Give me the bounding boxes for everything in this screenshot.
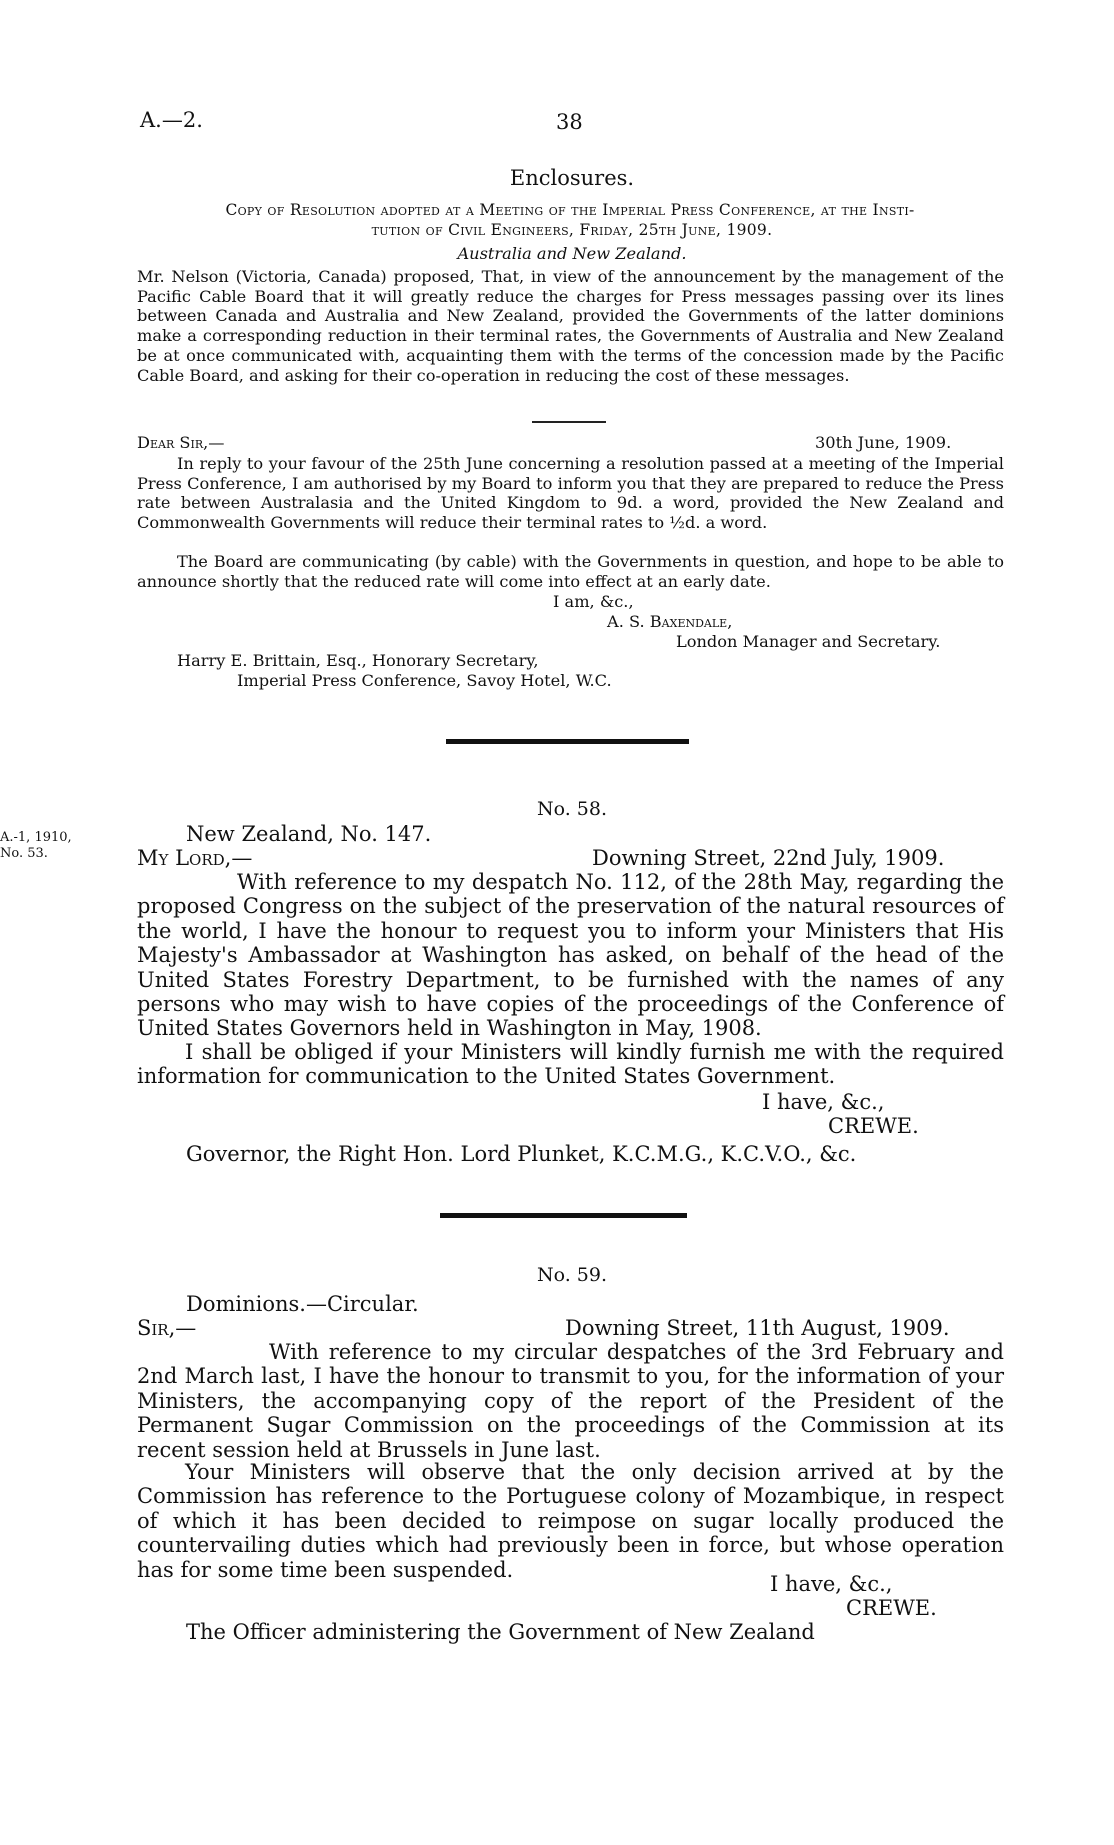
despatch-number-58: No. 58.	[536, 798, 608, 820]
despatch-59-paragraph-2: Your Ministers will observe that the only decision arrived at by the Commission has reference to the Portuguese colony of Mozambique, in respect of which it has been decided to reimpose on sugar locally produced the countervailing duties which had previously been in force, but whose operation has for some time been suspended.	[137, 1460, 1004, 1582]
letter-signatory: A. S. Baxendale,	[607, 612, 733, 631]
enclosures-heading: Enclosures.	[509, 166, 635, 190]
margin-reference-line1: A.-1, 1910,	[0, 830, 72, 845]
copy-title-line2: tution of Civil Engineers, Friday, 25th June, 1909.	[371, 221, 773, 239]
despatch-59-closing: I have, &c.,	[770, 1572, 893, 1596]
despatch-59-paragraph-1: With reference to my circular despatches of the 3rd February and 2nd March last, I have the honour to transmit to you, for the information of your Ministers, the accompanying copy of the report of the President of the Permanent Sugar Commission on the proceedings of the Commission at its recent session held at Brussels in June last.	[137, 1340, 1004, 1462]
despatch-58-salutation: My Lord,—	[137, 846, 253, 870]
divider	[532, 421, 606, 423]
letter-addressee-line1: Harry E. Brittain, Esq., Honorary Secretary,	[177, 651, 539, 670]
letter-addressee-line2: Imperial Press Conference, Savoy Hotel, W.C.	[237, 671, 612, 690]
despatch-59-addressee: The Officer administering the Government of New Zealand	[186, 1620, 815, 1644]
despatch-number-59: No. 59.	[536, 1264, 608, 1286]
despatch-59-signature: CREWE.	[846, 1596, 937, 1620]
letter-closing: I am, &c.,	[553, 592, 634, 611]
despatch-59-place-date: Downing Street, 11th August, 1909.	[565, 1316, 950, 1340]
page-reference: A.—2.	[140, 108, 203, 132]
letter-signatory-title: London Manager and Secretary.	[676, 632, 941, 651]
despatch-58-place-date: Downing Street, 22nd July, 1909.	[592, 846, 945, 870]
despatch-59-salutation: Sir,—	[137, 1316, 197, 1340]
letter-date: 30th June, 1909.	[815, 433, 952, 452]
despatch-58-paragraph-1: With reference to my despatch No. 112, of the 28th May, regarding the proposed Congress on the subject of the preservation of the natural resources of the world, I have the honour to request you to inform your Ministers that His Majesty's Ambassador at Washington has asked, on behalf of the head of the United States Forestry Department, to be furnished with the names of any persons who may wish to have copies of the proceedings of the Conference of United States Governors held in Washington in May, 1908.	[137, 870, 1004, 1041]
margin-reference-line2: No. 53.	[0, 846, 48, 861]
despatch-58-recipient: New Zealand, No. 147.	[186, 822, 432, 846]
page-number: 38	[556, 110, 583, 134]
resolution-text: Mr. Nelson (Victoria, Canada) proposed, That, in view of the announcement by the management of the Pacific Cable Board that it will greatly reduce the charges for Press messages passing over its lines between Canada and Australia and New Zealand, provided the Governments of the latter dominions make a corresponding reduction in their terminal rates, the Governments of Australia and New Zealand be at once communicated with, acquainting them with the terms of the concession made by the Pacific Cable Board, and asking for their co-operation in reducing the cost of these messages.	[137, 267, 1004, 385]
despatch-58-addressee: Governor, the Right Hon. Lord Plunket, K.C.M.G., K.C.V.O., &c.	[186, 1142, 857, 1166]
enclosure-subheading: Australia and New Zealand.	[457, 244, 687, 263]
section-divider	[446, 739, 689, 744]
letter-salutation: Dear Sir,—	[137, 433, 225, 452]
copy-title-line1: Copy of Resolution adopted at a Meeting of the Imperial Press Conference, at the Insti-	[225, 201, 915, 219]
despatch-58-paragraph-2: I shall be obliged if your Ministers will kindly furnish me with the required information for communication to the United States Government.	[137, 1040, 1004, 1089]
letter-paragraph-2: The Board are communicating (by cable) with the Governments in question, and hope to be able to announce shortly that the reduced rate will come into effect at an early date.	[137, 552, 1004, 591]
despatch-59-recipient: Dominions.—Circular.	[186, 1292, 419, 1316]
despatch-58-signature: CREWE.	[828, 1114, 919, 1138]
despatch-58-closing: I have, &c.,	[762, 1090, 885, 1114]
section-divider	[440, 1213, 687, 1218]
letter-paragraph-1: In reply to your favour of the 25th June concerning a resolution passed at a meeting of the Imperial Press Conference, I am authorised by my Board to inform you that they are prepared to reduce the Press rate between Australasia and the United Kingdom to 9d. a word, provided the New Zealand and Commonwealth Governments will reduce their terminal rates to ½d. a word.	[137, 454, 1004, 533]
